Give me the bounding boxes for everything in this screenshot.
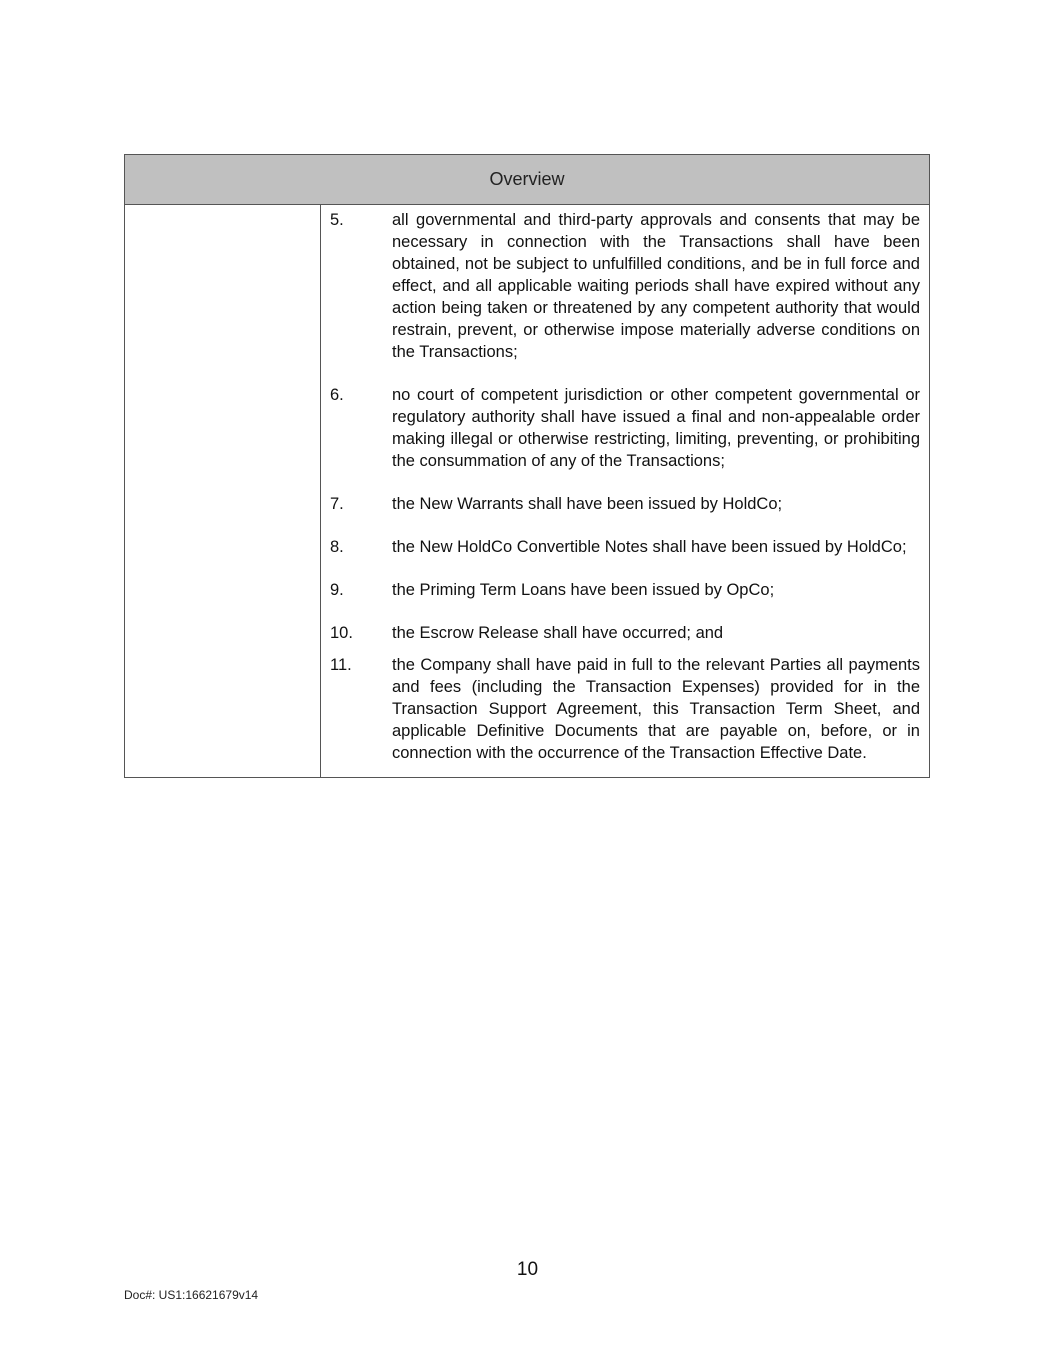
item-text: the Escrow Release shall have occurred; and [392, 624, 724, 642]
item-text: the Company shall have paid in full to the relevant Parties all payments and fees (including the Transaction Expenses) provided for in the Transaction Support Agreement, this Transaction Term Sheet, and applicable Definitive Documents that are payable on, before, or in connection with the occurrence of the Transaction Effective Date. [392, 656, 920, 762]
page-number: 10 [516, 1259, 539, 1280]
table-body [125, 205, 929, 777]
list-item [330, 493, 920, 515]
item-text: the Priming Term Loans have been issued by OpCo; [392, 581, 775, 599]
item-number: 10. [330, 624, 353, 642]
list-item [330, 622, 920, 644]
table-right-column [321, 205, 929, 777]
table-header: Overview [125, 155, 929, 205]
item-text: the New HoldCo Convertible Notes shall have been issued by HoldCo; [392, 538, 907, 556]
list-item [330, 384, 920, 472]
document-id: Doc#: US1:16621679v14 [124, 1288, 259, 1302]
item-number: 11. [330, 656, 352, 674]
item-number: 6. [330, 386, 344, 404]
item-text: the New Warrants shall have been issued by HoldCo; [392, 495, 783, 513]
list-item [330, 579, 920, 601]
item-number: 9. [330, 581, 344, 599]
item-number: 7. [330, 495, 344, 513]
item-text: all governmental and third-party approvals and consents that may be necessary in connection with the Transactions shall have been obtained, not be subject to unfulfilled conditions, and be in full force and effect, and all applicable waiting periods shall have expired without any action being taken or threatened by any competent authority that would restrain, prevent, or otherwise impose materially adverse conditions on the Transactions; [392, 211, 920, 361]
item-number: 8. [330, 538, 344, 556]
term-sheet-table [124, 154, 930, 778]
item-text: no court of competent jurisdiction or other competent governmental or regulatory authority shall have issued a final and non-appealable order making illegal or otherwise restricting, limiting, preventing, or prohibiting the consummation of any of the Transactions; [392, 386, 920, 470]
item-number: 5. [330, 211, 344, 229]
list-item [330, 536, 920, 558]
list-item [330, 209, 920, 363]
list-item [330, 654, 920, 764]
table-left-column [125, 205, 321, 777]
